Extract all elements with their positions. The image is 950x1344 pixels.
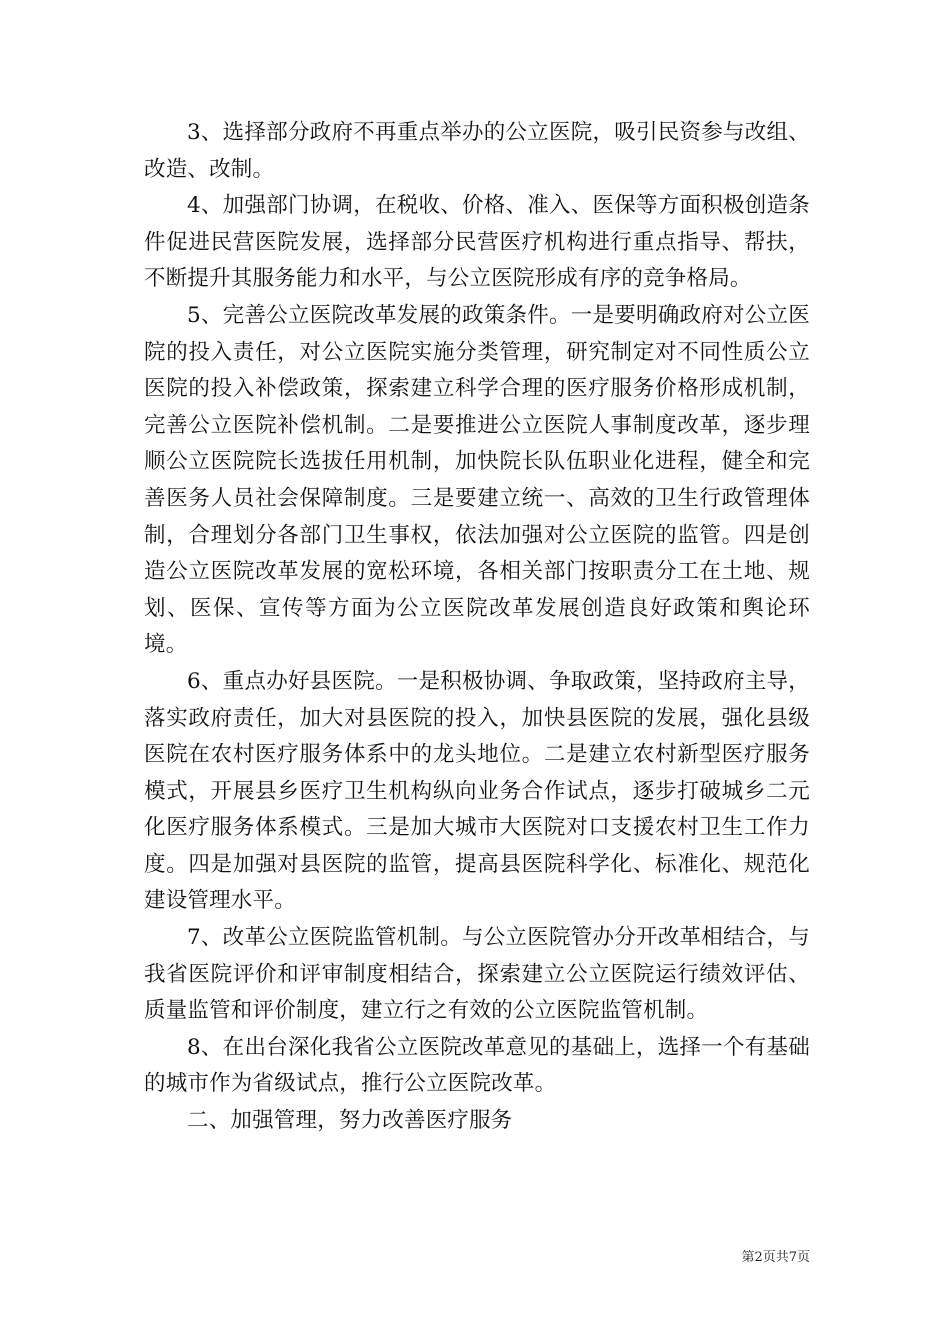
paragraph-item-6: 6、重点办好县医院。一是积极协调、争取政策，坚持政府主导，落实政府责任，加大对县医院的投入，加快县医院的发展，强化县级医院在农村医疗服务体系中的龙头地位。二是建立农村新型医疗服务模式，开展县乡医疗卫生机构纵向业务合作试点，逐步打破城乡二元化医疗服务体系模式。三是加大城市大医院对口支援农村卫生工作力度。四是加强对县医院的监管，提高县医院科学化、标准化、规范化建设管理水平。 (144, 668, 810, 914)
paragraph-item-3: 3、选择部分政府不再重点举办的公立医院，吸引民资参与改组、改造、改制。 (144, 120, 810, 182)
paragraph-item-7: 7、改革公立医院监管机制。与公立医院管办分开改革相结合，与我省医院评价和评审制度相结合，探索建立公立医院运行绩效评估、质量监管和评价制度，建立行之有效的公立医院监管机制。 (144, 925, 810, 1024)
paragraph-item-4: 4、加强部门协调，在税收、价格、准入、医保等方面积极创造条件促进民营医院发展，选择部分民营医疗机构进行重点指导、帮扶，不断提升其服务能力和水平，与公立医院形成有序的竞争格局。 (144, 193, 810, 292)
paragraph-item-8: 8、在出台深化我省公立医院改革意见的基础上，选择一个有基础的城市作为省级试点，推行公立医院改革。 (144, 1034, 810, 1097)
page-number: 第2页共7页 (741, 1250, 810, 1265)
paragraph-item-5: 5、完善公立医院改革发展的政策条件。一是要明确政府对公立医院的投入责任，对公立医院实施分类管理，研究制定对不同性质公立医院的投入补偿政策，探索建立科学合理的医疗服务价格形成机制，完善公立医院补偿机制。二是要推进公立医院人事制度改革，逐步理顺公立医院院长选拔任用机制，加快院长队伍职业化进程，健全和完善医务人员社会保障制度。三是要建立统一、高效的卫生行政管理体制，合理划分各部门卫生事权，依法加强对公立医院的监管。四是创造公立医院改革发展的宽松环境，各相关部门按职责分工在土地、规划、医保、宣传等方面为公立医院改革发展创造良好政策和舆论环境。 (144, 302, 810, 658)
document-body (144, 115, 810, 1140)
section-heading: 二、加强管理，努力改善医疗服务 (187, 1108, 513, 1134)
